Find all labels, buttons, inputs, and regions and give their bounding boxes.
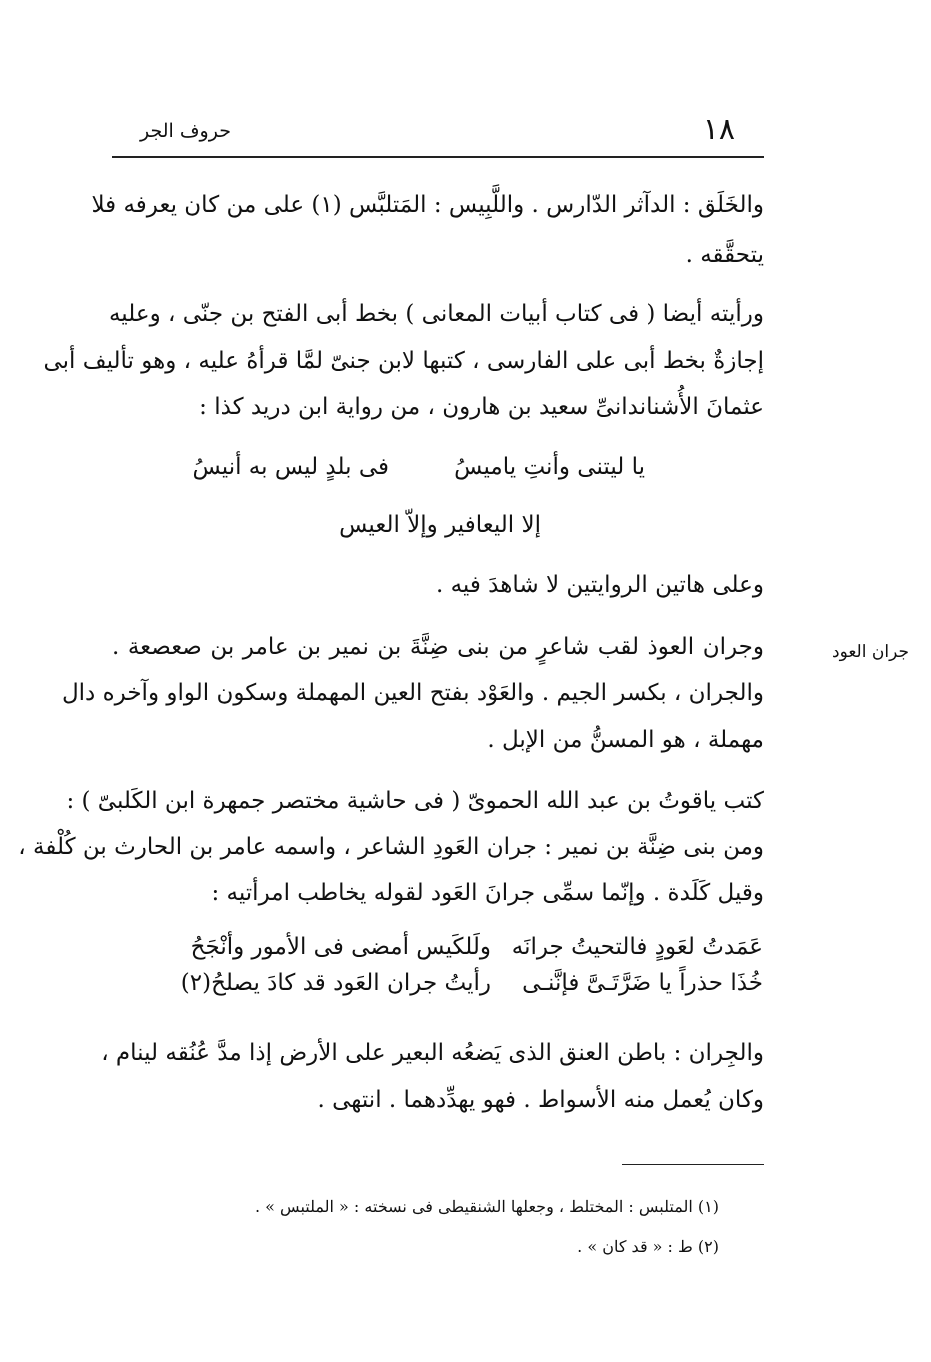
page-number: ١٨ [702, 112, 735, 147]
text-line: كتب ياقوتُ بن عبد الله الحمویّ ( فى حاشية مختصر جمهرة ابن الكَلبىّ ) : [66, 788, 764, 814]
text-line: عثمانَ الأُشناندانىِّ سعيد بن هارون ، من رواية ابن دريد كذا : [199, 394, 764, 420]
footnote: (١) المتلبس : المختلط ، وجعلها الشنقيطى فى نسخته : « الملتبس » . [255, 1197, 719, 1216]
text-line: ومن بنى ضِنَّة بن نمير : جران العَودِ الشاعر ، واسمه عامر بن الحارث بن كُلْفة ، [18, 834, 764, 860]
text-line: مهملة ، هو المسنُّ من الإبل . [487, 727, 764, 753]
text-line: والخَلَق : الدآثر الدّارس . واللَّبِيس : المَتلبَّس (١) على من كان يعرفه فلا [91, 192, 764, 218]
footnote-rule [622, 1164, 764, 1165]
header-rule [112, 156, 764, 158]
verse-half: رأيتُ جران العَود قد كادَ يصلحُ(٢) [180, 970, 491, 996]
verse-half: ولَلكَيس أمضى فى الأمور وأنْجَحُ [190, 934, 491, 960]
margin-note: جران العود [832, 642, 909, 662]
text-line: والجران ، بكسر الجيم . والعَوْد بفتح العين المهملة وسكون الواو وآخره دال [61, 680, 764, 706]
verse-half: خُذَا حذراً يا ضَرَّتَـىَّ فإنَّنـى [522, 970, 763, 996]
text-line: والجِران : باطن العنق الذى يَضعُه البعير على الأرض إذا مدَّ عُنُقه لينام ، [101, 1040, 764, 1066]
verse-half: عَمَدتُ لعَودٍ فالتحيتُ جرانَه [511, 934, 763, 960]
text-line: وكان يُعمل منه الأسواط . فهو يهدِّدهما . انتهى . [317, 1087, 764, 1113]
text-line: إجازةٌ بخط أبى على الفارسى ، كتبها لابن جنىّ لمَّا قرأهُ عليه ، وهو تأليف أبى [43, 348, 764, 374]
text-line: ورأيته أيضا ( فى كتاب أبيات المعانى ) بخط أبى الفتح بن جنّى ، وعليه [108, 301, 764, 327]
verse-half: فى بلدٍ ليس به أنيسُ [192, 454, 389, 480]
running-title: حروف الجر [140, 120, 231, 142]
text-line: يتحقَّقه . [685, 242, 764, 268]
verse-line: إلا اليعافير وإلاّ العيس [339, 512, 541, 538]
text-line: وعلى هاتين الروايتين لا شاهدَ فيه . [435, 572, 764, 598]
text-line: وجران العوذ لقب شاعرٍ من بنى ضِنَّةَ بن نمير بن عامر بن صعصعة . [112, 634, 764, 660]
text-line: وقيل كَلَدة . وإنّما سمِّى جرانَ العَود لقوله يخاطب امرأتيه : [211, 880, 764, 906]
verse-half: يا ليتنى وأنتِ ياميسُ [454, 454, 645, 480]
footnote: (٢) ط : « قد كان » . [577, 1237, 719, 1256]
